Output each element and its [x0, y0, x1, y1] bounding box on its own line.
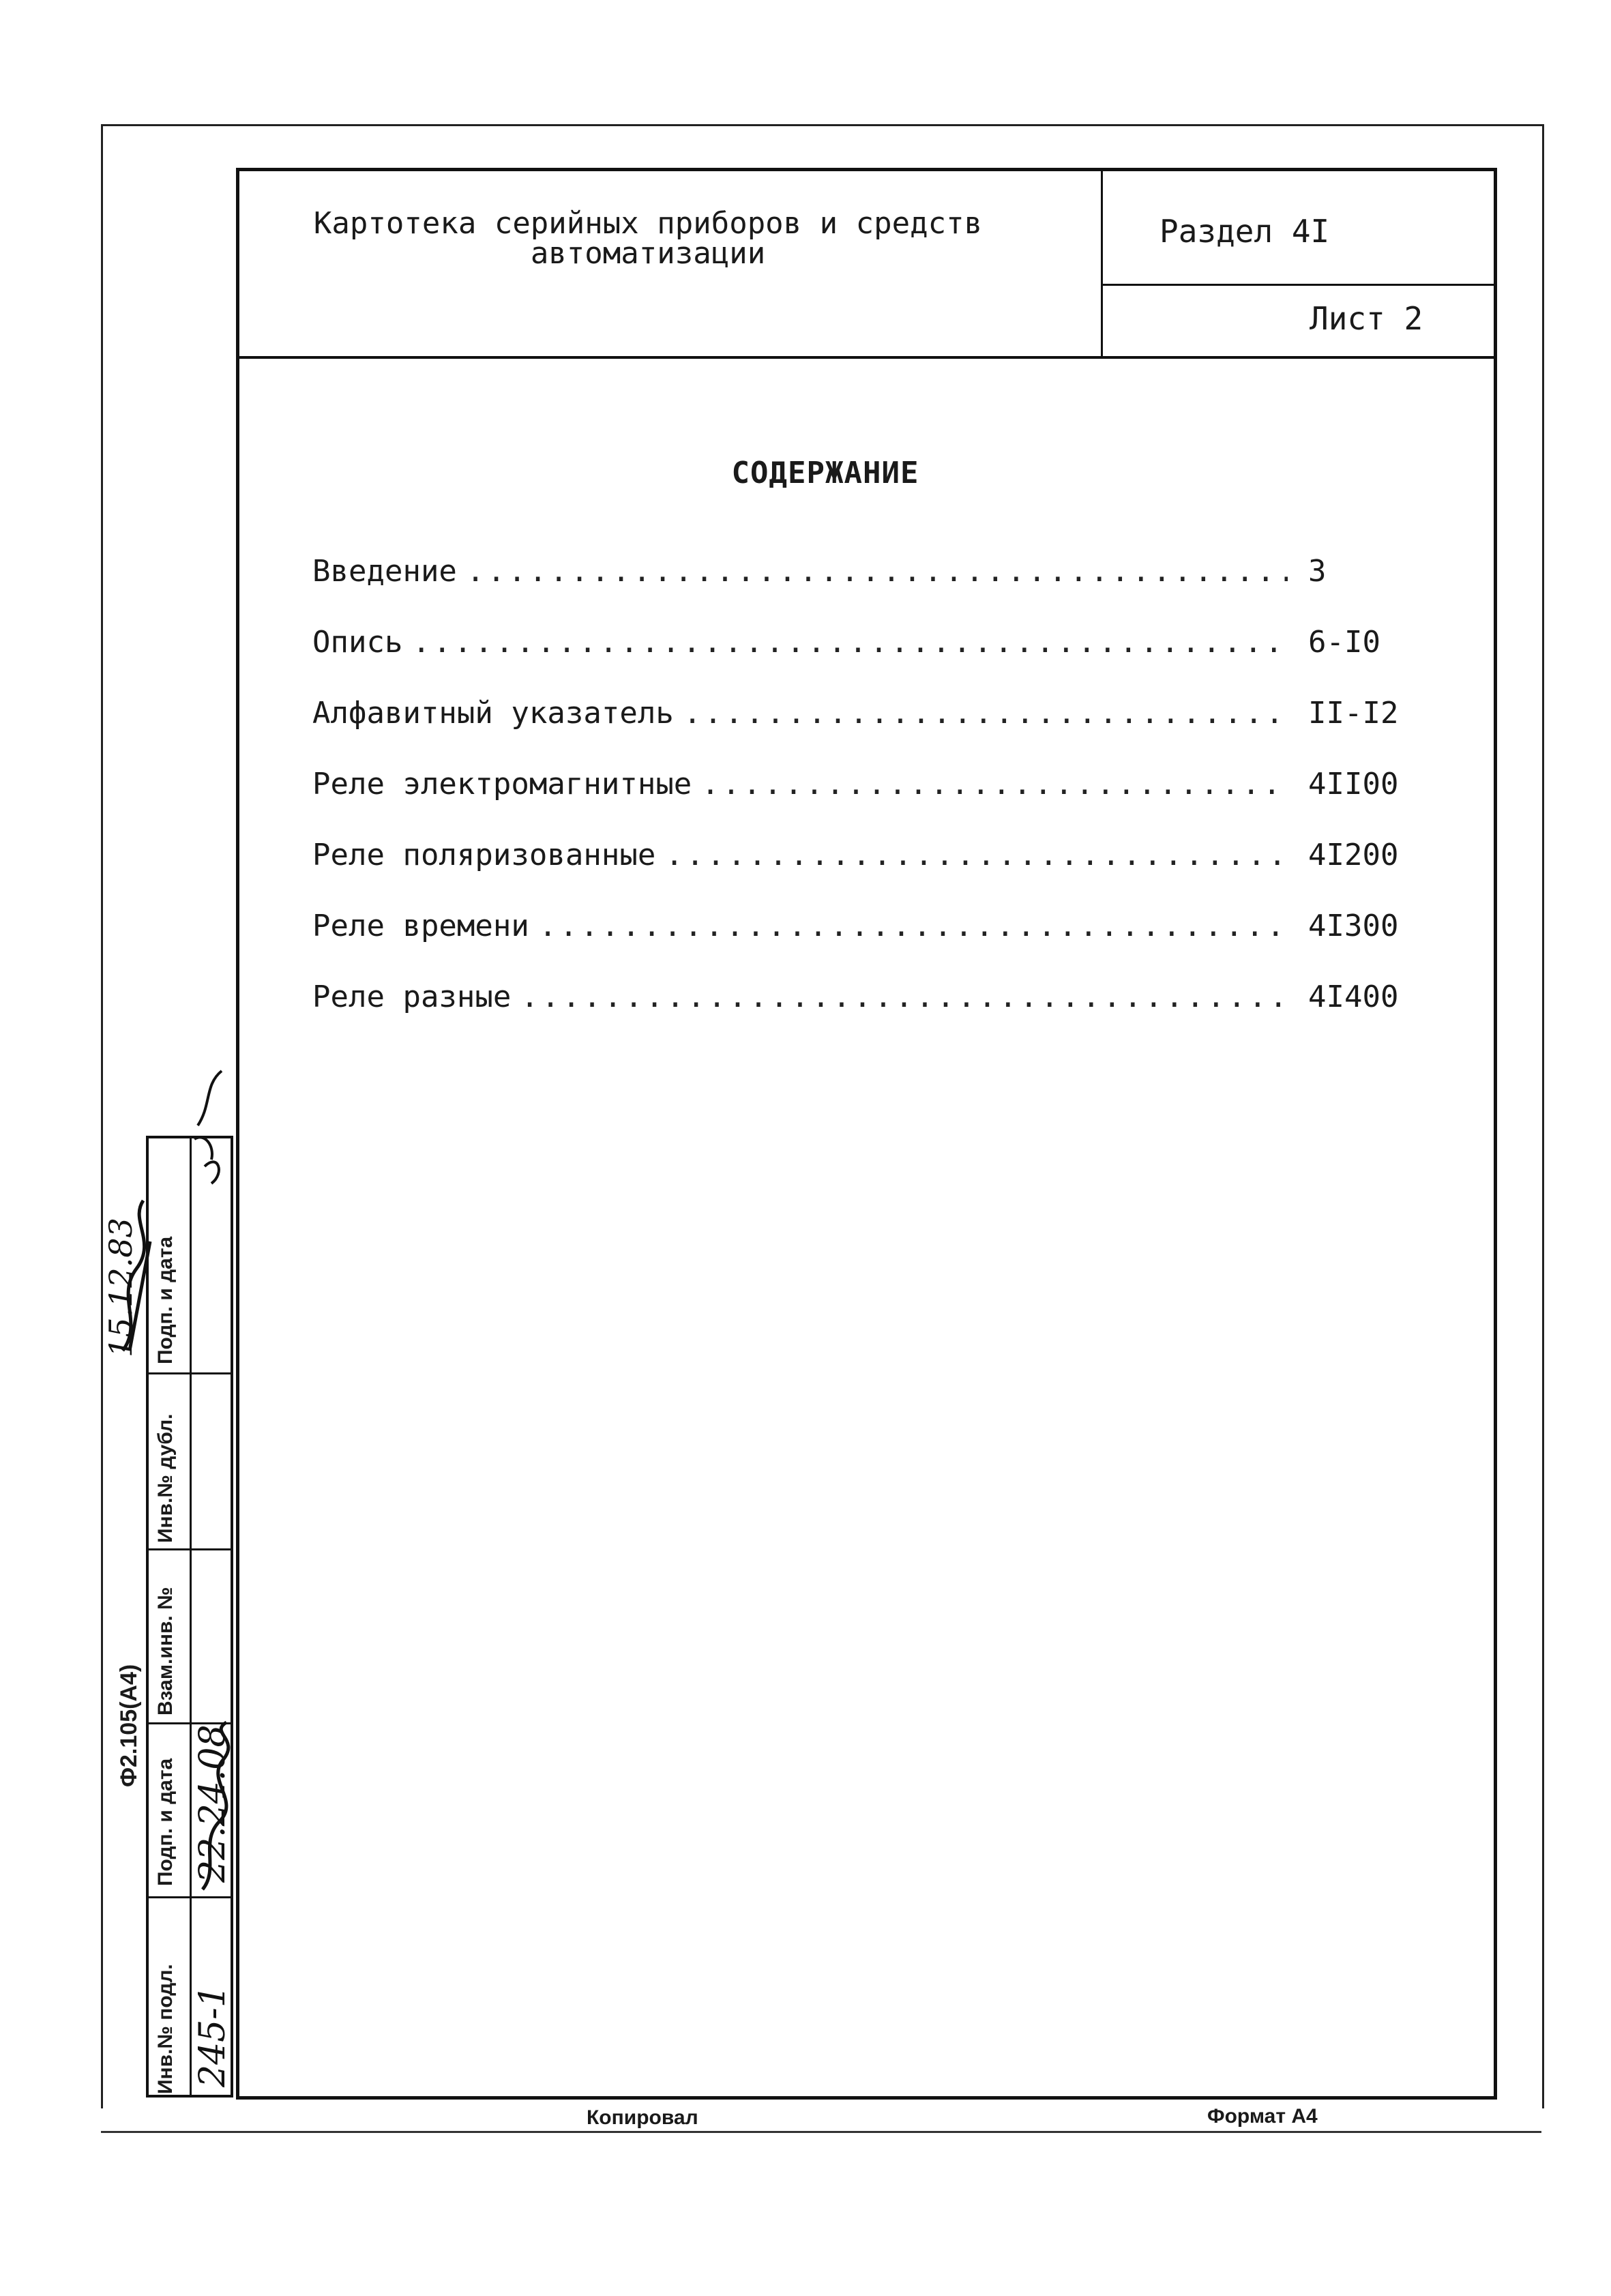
toc-leader-dots — [520, 980, 1288, 1014]
toc-item-page: 4I300 — [1308, 909, 1399, 943]
title-block-divider-vertical — [1101, 168, 1103, 359]
stamp-label-inv-dup: Инв.№ дубл. — [154, 1413, 177, 1543]
toc-leader-dots — [539, 909, 1288, 943]
handwritten-signature — [102, 1064, 239, 1378]
footer-format: Формат А4 — [1207, 2105, 1318, 2128]
toc-item-text: Реле разные — [312, 980, 512, 1014]
toc-leader-dots — [701, 767, 1288, 801]
toc-item-text: Опись — [312, 625, 403, 660]
toc-leader-dots — [683, 696, 1288, 731]
toc-item-text: Введение — [312, 554, 457, 589]
toc-leader-dots — [467, 554, 1288, 589]
toc-item-page: 4I400 — [1308, 980, 1399, 1014]
form-code: Ф2.105(А4) — [116, 1664, 142, 1787]
toc-item-text: Реле времени — [312, 909, 529, 943]
stamp-divider — [146, 1896, 233, 1898]
toc-item-text: Реле электромагнитные — [312, 767, 692, 801]
toc-item — [312, 625, 1445, 696]
footer-copied-by: Копировал — [587, 2106, 698, 2129]
toc-item-page: 4II00 — [1308, 767, 1399, 801]
sheet-bottom-line — [101, 2131, 1541, 2133]
stamp-label-sign-date-2: Подп. и дата — [154, 1236, 177, 1364]
toc-item — [312, 696, 1445, 767]
handwritten-date-2: 15.12.83 — [102, 1218, 139, 1357]
handwritten-inv-number: 245-1 — [192, 1985, 233, 2087]
toc-leader-dots — [412, 625, 1288, 660]
section-label: Раздел 4I — [1159, 213, 1330, 250]
handwritten-date-1: 22.24.08 — [192, 1724, 233, 1883]
document-title-line1: Картотека серийных приборов и средств — [313, 206, 983, 241]
stamp-signature-mark — [192, 1719, 235, 1896]
toc-heading: СОДЕРЖАНИЕ — [731, 456, 919, 490]
toc-item — [312, 909, 1445, 980]
toc-item-page: II-I2 — [1308, 696, 1399, 731]
stamp-label-inv-orig: Инв.№ подл. — [154, 1964, 177, 2094]
table-of-contents — [312, 554, 1445, 1050]
document-title — [259, 206, 1037, 271]
toc-item-page: 4I200 — [1308, 838, 1399, 872]
toc-item-text: Алфавитный указатель — [312, 696, 674, 731]
toc-item-page: 3 — [1308, 554, 1327, 589]
stamp-divider — [146, 1548, 233, 1550]
stamp-label-replace-inv: Взам.инв. № — [154, 1587, 177, 1716]
stamp-label-sign-date-1: Подп. и дата — [154, 1758, 177, 1886]
toc-item — [312, 980, 1445, 1050]
toc-item-page: 6-I0 — [1308, 625, 1380, 660]
toc-item-text: Реле поляризованные — [312, 838, 656, 872]
document-title-line2: автоматизации — [530, 236, 766, 271]
toc-item — [312, 838, 1445, 909]
sheet-number: Лист 2 — [1310, 300, 1423, 337]
toc-item — [312, 554, 1445, 625]
toc-item — [312, 767, 1445, 838]
title-block-divider-horizontal — [1101, 284, 1497, 286]
toc-leader-dots — [665, 838, 1288, 872]
